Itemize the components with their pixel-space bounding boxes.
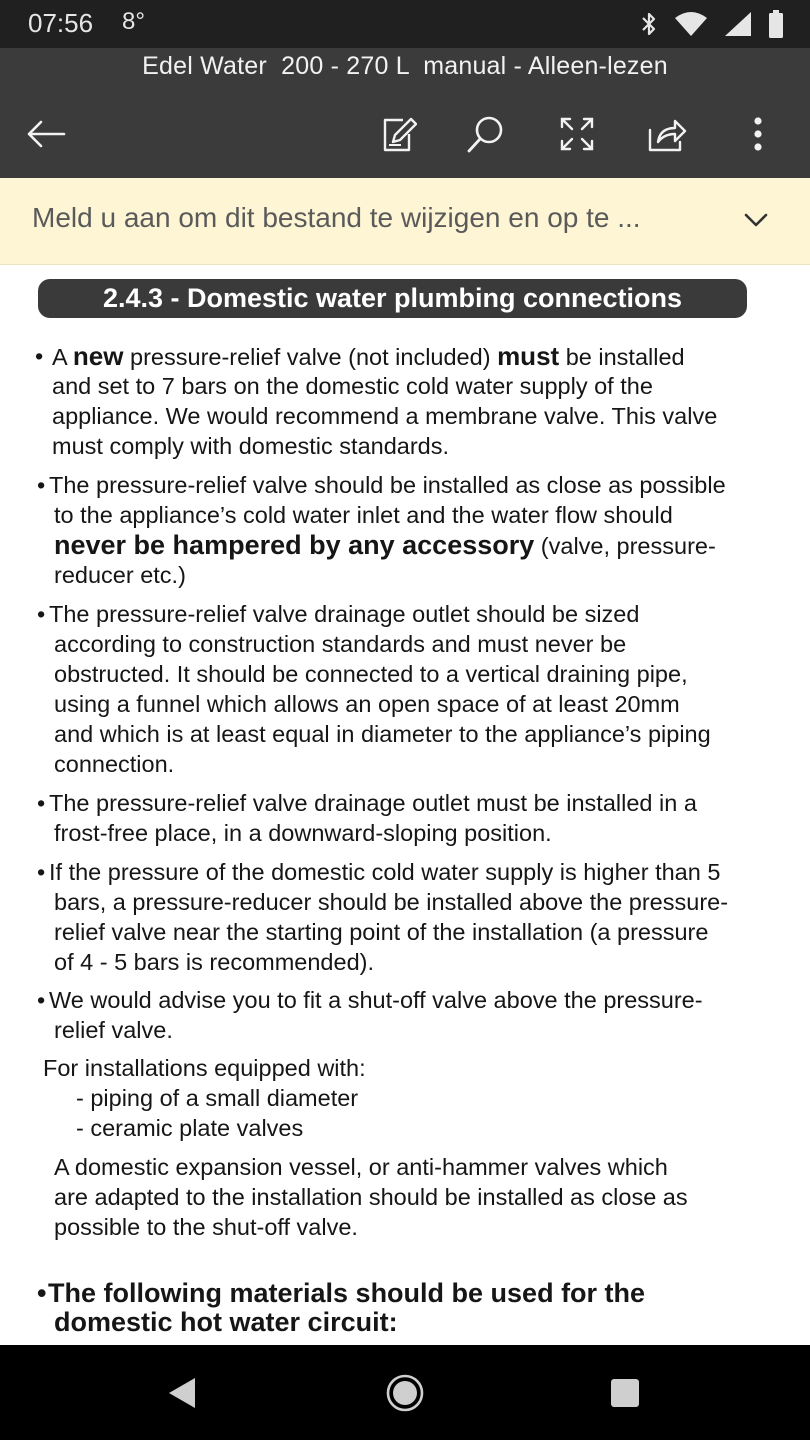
sign-in-banner[interactable] — [0, 178, 810, 265]
nav-home-button[interactable] — [383, 1375, 427, 1415]
paragraph-6 — [49, 985, 703, 1045]
bullet-marker: • — [37, 1278, 47, 1308]
nav-home-icon — [385, 1373, 425, 1418]
emphasis-never-hampered: never be hampered by any accessory — [54, 530, 535, 560]
installations-item: - piping of a small diameter — [76, 1085, 359, 1111]
paragraph-line: according to construction standards and must never be — [54, 631, 627, 657]
paragraph-line: The following materials should be used for the — [48, 1278, 646, 1308]
paragraph-line: using a funnel which allows an open space of at least 20mm — [54, 691, 680, 717]
banner-expand-button[interactable] — [740, 206, 772, 238]
document-page[interactable] — [0, 265, 810, 1345]
nav-back-icon — [167, 1376, 197, 1415]
fullscreen-button[interactable] — [555, 112, 599, 156]
installations-intro: For installations equipped with: — [43, 1055, 366, 1081]
paragraph-line: possible to the shut-off valve. — [54, 1214, 358, 1240]
paragraph-line: connection. — [54, 751, 175, 777]
paragraph-line: The pressure-relief valve should be installed as close as possible — [49, 472, 726, 498]
status-icons — [640, 10, 784, 38]
paragraph-1 — [52, 341, 717, 461]
text-run: be installed — [559, 344, 685, 370]
paragraph-line: appliance. We would recommend a membrane valve. This valve — [52, 403, 718, 429]
chevron-down-icon — [744, 213, 768, 232]
emphasis-new: new — [72, 341, 124, 371]
paragraph-line: The pressure-relief valve drainage outlet should be sized — [49, 601, 640, 627]
document-title: Edel Water 200 - 270 L manual - Alleen-lezen — [142, 52, 668, 80]
paragraph-2 — [49, 470, 726, 590]
nav-recents-button[interactable] — [603, 1375, 647, 1415]
nav-recents-icon — [609, 1377, 641, 1414]
paragraph-line: reducer etc.) — [54, 562, 186, 588]
bullet-marker: • — [35, 343, 44, 369]
status-bar — [0, 0, 810, 48]
paragraph-line: relief valve. — [54, 1017, 173, 1043]
paragraph-line — [49, 530, 726, 560]
banner-message: Meld u aan om dit bestand te wijzigen en op te ... — [32, 202, 641, 233]
text-run: pressure-relief valve (not included) — [123, 344, 498, 370]
share-icon — [647, 116, 687, 152]
paragraph-line — [52, 341, 717, 371]
wifi-icon — [674, 11, 708, 37]
signal-icon — [724, 11, 752, 37]
installations-item: - ceramic plate valves — [76, 1115, 304, 1141]
bullet-marker: • — [37, 472, 46, 498]
more-options-button[interactable] — [736, 112, 780, 156]
back-arrow-icon — [26, 119, 66, 149]
text-run: (valve, pressure- — [534, 533, 716, 559]
nav-back-button[interactable] — [160, 1375, 204, 1415]
paragraph-line: The pressure-relief valve drainage outlet must be installed in a — [49, 790, 697, 816]
status-temperature: 8° — [122, 8, 145, 35]
emphasis-must: must — [497, 341, 560, 371]
paragraph-5 — [49, 857, 728, 977]
installations-block — [43, 1053, 366, 1143]
back-button[interactable] — [24, 112, 68, 156]
search-icon — [466, 114, 506, 154]
system-nav-bar — [0, 1345, 810, 1440]
status-time: 07:56 — [28, 8, 94, 38]
paragraph-line: If the pressure of the domestic cold water supply is higher than 5 — [49, 859, 721, 885]
paragraph-line: relief valve near the starting point of the installation (a pressure — [54, 919, 709, 945]
more-icon — [752, 116, 764, 152]
paragraph-line: are adapted to the installation should be installed as close as — [54, 1184, 688, 1210]
bullet-marker: • — [37, 859, 46, 885]
paragraph-line: We would advise you to fit a shut-off valve above the pressure- — [49, 987, 703, 1013]
fullscreen-icon — [559, 116, 595, 152]
section-heading: 2.4.3 - Domestic water plumbing connections — [38, 279, 747, 318]
paragraph-line: must comply with domestic standards. — [52, 433, 450, 459]
share-button[interactable] — [645, 112, 689, 156]
edit-button[interactable] — [376, 112, 420, 156]
paragraph-7 — [54, 1152, 688, 1242]
paragraph-4 — [49, 788, 697, 848]
paragraph-8 — [48, 1278, 645, 1336]
paragraph-line: of 4 - 5 bars is recommended). — [54, 949, 374, 975]
paragraph-line: A domestic expansion vessel, or anti-hammer valves which — [54, 1154, 668, 1180]
edit-icon — [379, 114, 417, 154]
paragraph-line: and set to 7 bars on the domestic cold water supply of the — [52, 373, 653, 399]
paragraph-line: obstructed. It should be connected to a vertical draining pipe, — [54, 661, 688, 687]
paragraph-line: bars, a pressure-reducer should be installed above the pressure- — [54, 889, 729, 915]
battery-icon — [768, 10, 784, 38]
text-run: A — [52, 344, 73, 370]
app-bar — [0, 48, 810, 178]
paragraph-line: domestic hot water circuit: — [54, 1307, 398, 1337]
paragraph-line: and which is at least equal in diameter to the appliance’s piping — [54, 721, 711, 747]
paragraph-3 — [49, 599, 711, 779]
bluetooth-icon — [640, 11, 658, 37]
bullet-marker: • — [37, 601, 46, 627]
paragraph-line: frost-free place, in a downward-sloping position. — [54, 820, 552, 846]
bullet-marker: • — [37, 790, 46, 816]
search-button[interactable] — [464, 112, 508, 156]
bullet-marker: • — [37, 987, 46, 1013]
paragraph-line: to the appliance’s cold water inlet and the water flow should — [54, 502, 673, 528]
